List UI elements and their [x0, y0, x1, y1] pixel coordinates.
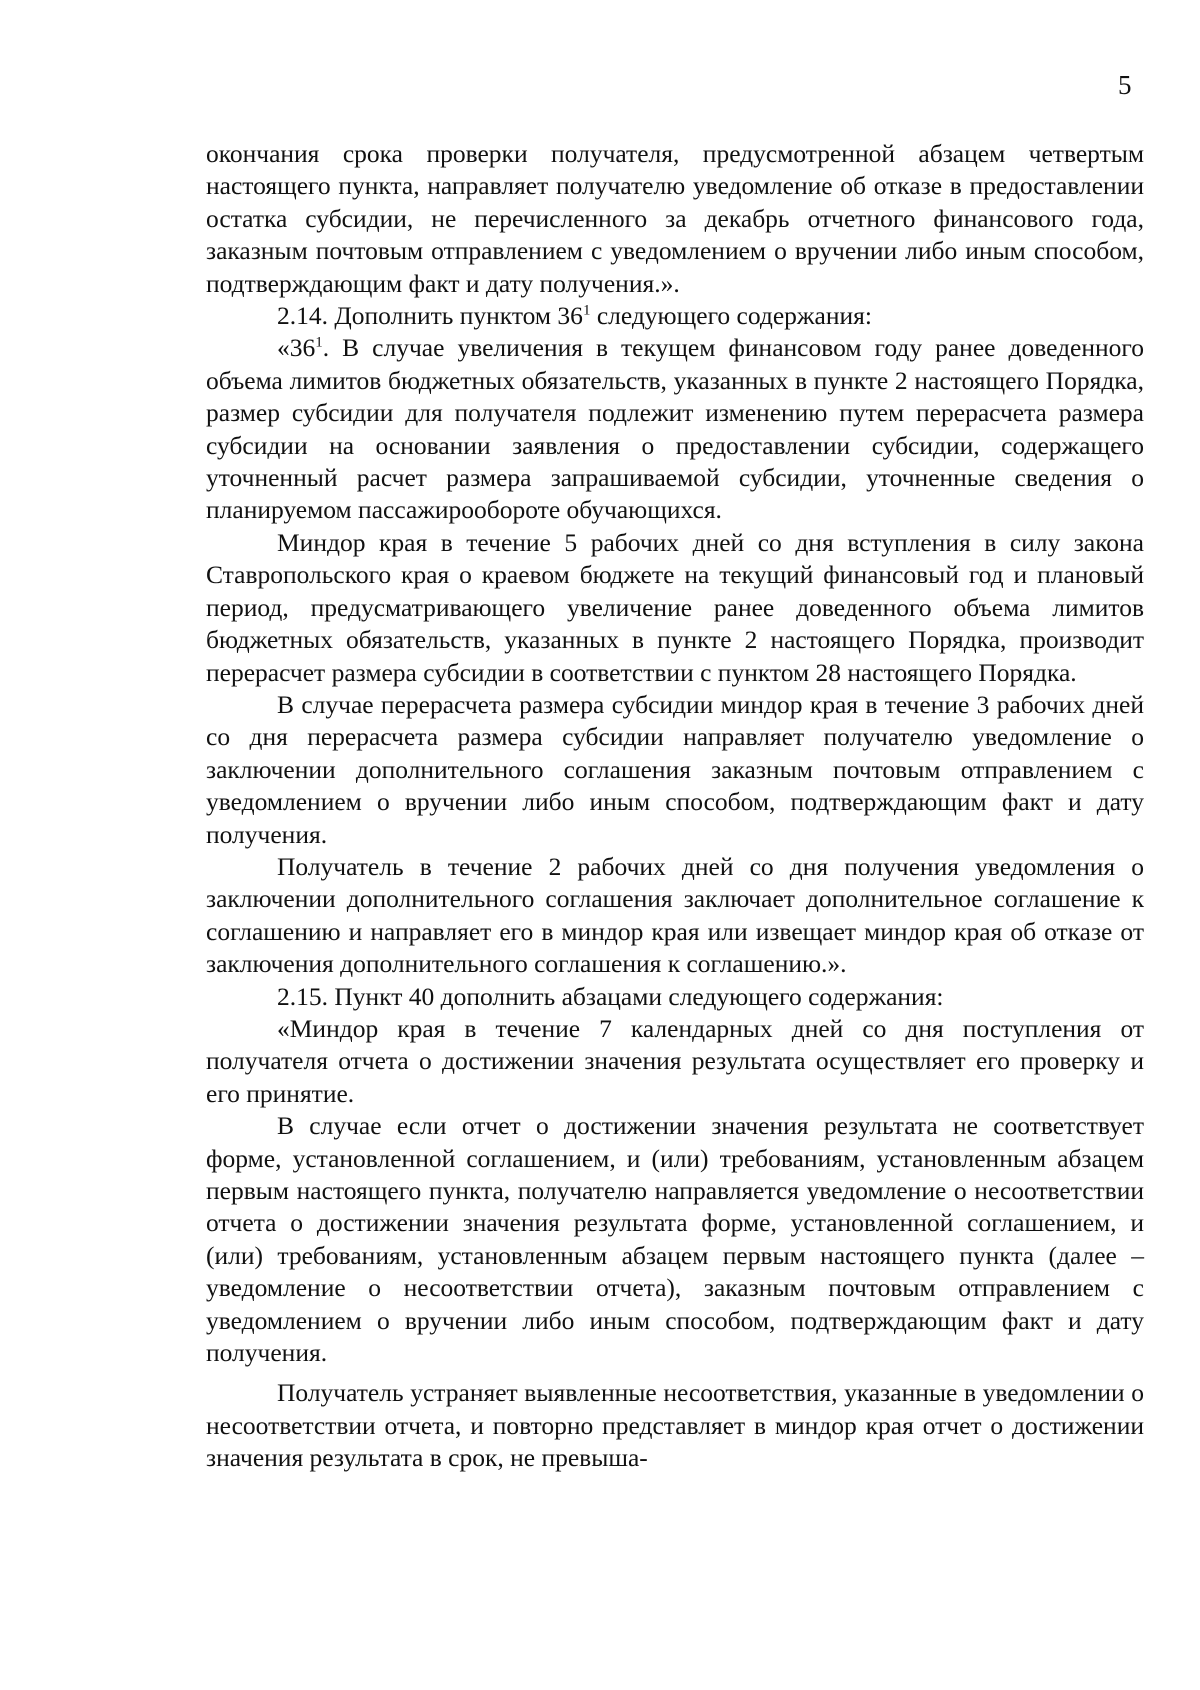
superscript: 1 [315, 334, 323, 351]
paragraph-amendment-2-14 [206, 300, 1144, 332]
paragraph-text: «36 [277, 333, 316, 363]
paragraph-text: . В случае увеличения в текущем финансовом году ранее доведенного объема лимитов бюджетных обязательств, указанных в пункте 2 настоящего Порядка, размер субсидии для получателя подлежит изменению путем перерасчета размера субсидии на основании заявления о предоставлении субсидии, содержащего уточненный расчет размера запрашиваемой субсидии, уточненные сведения о планируемом пассажирообороте обучающихся. [206, 333, 1144, 525]
paragraph-report-check: «Миндор края в течение 7 календарных дней со дня поступления от получателя отчета о достижении значения результата осуществляет его проверку и его принятие. [206, 1013, 1144, 1108]
paragraph-mindor-recalculation: Миндор края в течение 5 рабочих дней со дня вступления в силу закона Ставропольского края о краевом бюджете на текущий финансовый год и плановый период, предусматривающего увеличение ранее доведенного объема лимитов бюджетных обязательств, указанных в пункте 2 настоящего Порядка, производит перерасчет размера субсидии в соответствии с пунктом 28 настоящего Порядка. [206, 527, 1144, 687]
paragraph-recipient-agreement: Получатель в течение 2 рабочих дней со дня получения уведомления о заключении дополнительного соглашения заключает дополнительное соглашение к соглашению и направляет его в миндор края или извещает миндор края об отказе от заключения дополнительного соглашения к соглашению.». [206, 851, 1144, 979]
document-body [206, 138, 1144, 1475]
paragraph-continuation: окончания срока проверки получателя, предусмотренной абзацем четвертым настоящего пункта, направляет получателю уведомление об отказе в предоставлении остатка субсидии, не перечисленного за декабрь отчетного финансового года, заказным почтовым отправлением с уведомлением о вручении либо иным способом, подтверждающим факт и дату получения.». [206, 139, 1144, 298]
paragraph-recipient-fixes: Получатель устраняет выявленные несоответствия, указанные в уведомлении о несоответствии отчета, и повторно представляет в миндор края отчет о достижении значения результата в срок, не превыша- [206, 1378, 1144, 1473]
paragraph-text: 2.14. Дополнить пунктом 36 [277, 301, 583, 331]
paragraph-recalculation-notice: В случае перерасчета размера субсидии миндор края в течение 3 рабочих дней со дня перерасчета размера субсидии направляет получателю уведомление о заключении дополнительного соглашения заказным почтовым отправлением с уведомлением о вручении либо иным способом, подтверждающим факт и дату получения. [206, 689, 1144, 849]
paragraph-amendment-2-15: 2.15. Пункт 40 дополнить абзацами следующего содержания: [277, 981, 944, 1011]
page-number: 5 [1118, 70, 1132, 100]
paragraph-report-mismatch: В случае если отчет о достижении значения результата не соответствует форме, установленной соглашением, и (или) требованиям, установленным абзацем первым настоящего пункта, получателю направляется уведомление о несоответствии отчета о достижении значения результата форме, установленной соглашением, и (или) требованиям, установленным абзацем первым настоящего пункта (далее – уведомление о несоответствии отчета), заказным почтовым отправлением с уведомлением о вручении либо иным способом, подтверждающим факт и дату получения. [206, 1111, 1144, 1368]
paragraph-text: следующего содержания: [590, 301, 872, 331]
paragraph-point-36-1 [206, 332, 1144, 526]
superscript: 1 [582, 302, 591, 319]
